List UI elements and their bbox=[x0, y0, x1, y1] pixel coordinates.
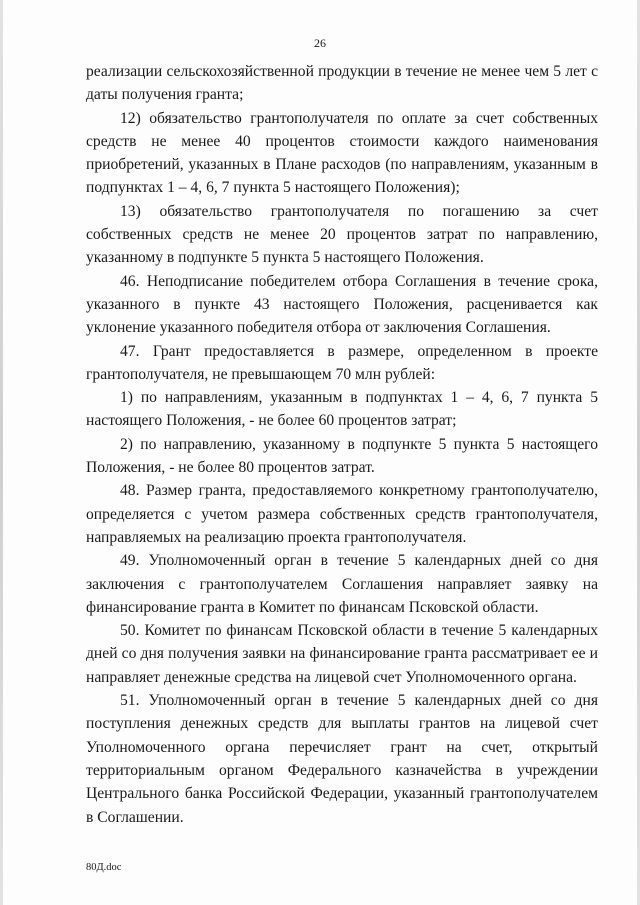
page-number: 26 bbox=[314, 36, 326, 50]
paragraph-section-47: 47. Грант предоставляется в размере, определенном в проекте грантополучателя, не превышающем 70 млн рублей: bbox=[86, 342, 598, 383]
paragraph-section-51: 51. Уполномоченный орган в течение 5 календарных дней со дня поступления денежных средств для выплаты грантов на лицевой счет Уполномоченного органа перечисляет грант на счет, открытый территориальным органом Федерального казначейства в учреждении Центрального банка Российской Федерации, указанный грантополучателем в Соглашении. bbox=[86, 692, 598, 826]
paragraph-section-49: 49. Уполномоченный орган в течение 5 календарных дней со дня заключения с грантополучателем Соглашения направляет заявку на финансирование гранта в Комитет по финансам Псковской области. bbox=[86, 552, 598, 616]
paragraph-section-48: 48. Размер гранта, предоставляемого конкретному грантополучателю, определяется с учетом размера собственных средств грантополучателя, направляемых на реализацию проекта грантополучателя. bbox=[86, 482, 598, 546]
paragraph-item-1: 1) по направлениям, указанным в подпунктах 1 – 4, 6, 7 пункта 5 настоящего Положения, - не более 60 процентов затрат; bbox=[86, 389, 598, 430]
footer-filename: 80Д.doc bbox=[86, 862, 122, 873]
paragraph-item-2: 2) по направлению, указанному в подпункте 5 пункта 5 настоящего Положения, - не более 80 процентов затрат. bbox=[86, 435, 598, 477]
document-body bbox=[86, 60, 598, 829]
paragraph-section-46: 46. Неподписание победителем отбора Соглашения в течение срока, указанного в пункте 43 настоящего Положения, расценивается как уклонение указанного победителя отбора от заключения Соглашения. bbox=[86, 272, 598, 337]
paragraph-item-13: 13) обязательство грантополучателя по погашению за счет собственных средств не менее 20 процентов затрат по направлению, указанному в подпункте 5 пункта 5 настоящего Положения. bbox=[86, 202, 598, 267]
scan-edge-left bbox=[0, 0, 3, 905]
paragraph-section-50: 50. Комитет по финансам Псковской области в течение 5 календарных дней со дня получения заявки на финансирование гранта рассматривает ее и направляет денежные средства на лицевой счет Уполномоченного органа. bbox=[86, 622, 598, 686]
paragraph-item-12: 12) обязательство грантополучателя по оплате за счет собственных средств не менее 40 процентов стоимости каждого наименования приобретений, указанных в Плане расходов (по направлениям, указанным в подпунктах 1 – 4, 6, 7 пункта 5 настоящего Положения); bbox=[86, 109, 598, 197]
paragraph-continuation: реализации сельскохозяйственной продукции в течение не менее чем 5 лет с даты получения гранта; bbox=[86, 63, 598, 104]
